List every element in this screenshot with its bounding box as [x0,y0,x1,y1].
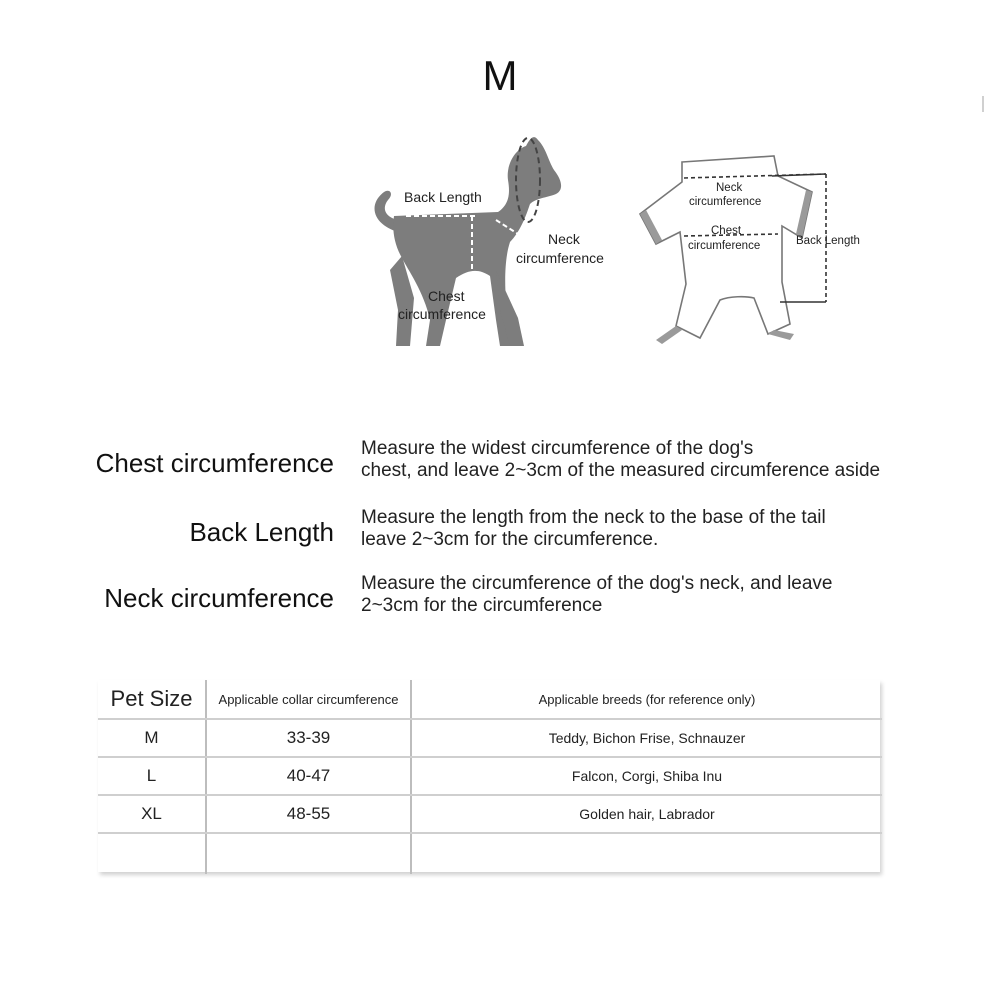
table-header-row [98,680,882,719]
desc-row-chest [0,438,1000,488]
cell-breeds: Golden hair, Labrador [411,795,882,833]
measurement-diagram [350,120,910,370]
garment-neck-label-1: Neck [716,182,743,194]
cell-empty [206,833,411,874]
header-breeds: Applicable breeds (for reference only) [411,680,882,719]
desc-text-back [361,507,991,551]
cell-size: L [98,757,206,795]
cell-collar: 48-55 [206,795,411,833]
dog-neck-label-2: circumference [516,250,604,266]
header-collar: Applicable collar circumference [206,680,411,719]
table-row [98,757,882,795]
cell-empty [98,833,206,874]
desc-term-neck: Neck circumference [104,583,334,613]
size-title: M [482,52,518,99]
cell-empty [411,833,882,874]
cell-breeds: Falcon, Corgi, Shiba Inu [411,757,882,795]
cell-size: M [98,719,206,757]
desc-text-neck [361,573,991,617]
cell-collar: 33-39 [206,719,411,757]
desc-text-chest-line2: chest, and leave 2~3cm of the measured circumference aside [361,460,881,481]
desc-text-chest [361,438,991,482]
desc-text-neck-line1: Measure the circumference of the dog's neck, and leave [361,573,833,594]
desc-term-back: Back Length [189,517,334,547]
edge-mark [982,96,984,112]
size-table-grid [98,680,882,874]
desc-text-neck-line2: 2~3cm for the circumference [361,595,603,616]
dog-back-length-label: Back Length [404,189,482,205]
desc-text-chest-line1: Measure the widest circumference of the dog's [361,438,754,459]
dog-neck-label-1: Neck [548,231,580,247]
desc-text-back-line1: Measure the length from the neck to the base of the tail [361,507,826,528]
cell-size: XL [98,795,206,833]
desc-row-neck [0,573,1000,623]
table-row-empty [98,833,882,874]
measurement-diagram-svg [350,120,910,370]
garment-chest-label-2: circumference [688,240,761,252]
dog-chest-label-1: Chest [428,288,465,304]
desc-row-back [0,507,1000,557]
desc-text-back-line2: leave 2~3cm for the circumference. [361,529,659,550]
cell-breeds: Teddy, Bichon Frise, Schnauzer [411,719,882,757]
header-pet-size: Pet Size [98,680,206,719]
dog-chest-label-2: circumference [398,306,486,322]
garment-chest-label-1: Chest [711,225,742,237]
table-row [98,795,882,833]
size-table [98,680,880,872]
desc-term-chest: Chest circumference [95,448,334,478]
garment-back-length-label: Back Length [796,235,860,247]
table-row [98,719,882,757]
cell-collar: 40-47 [206,757,411,795]
garment-neck-label-2: circumference [689,196,762,208]
